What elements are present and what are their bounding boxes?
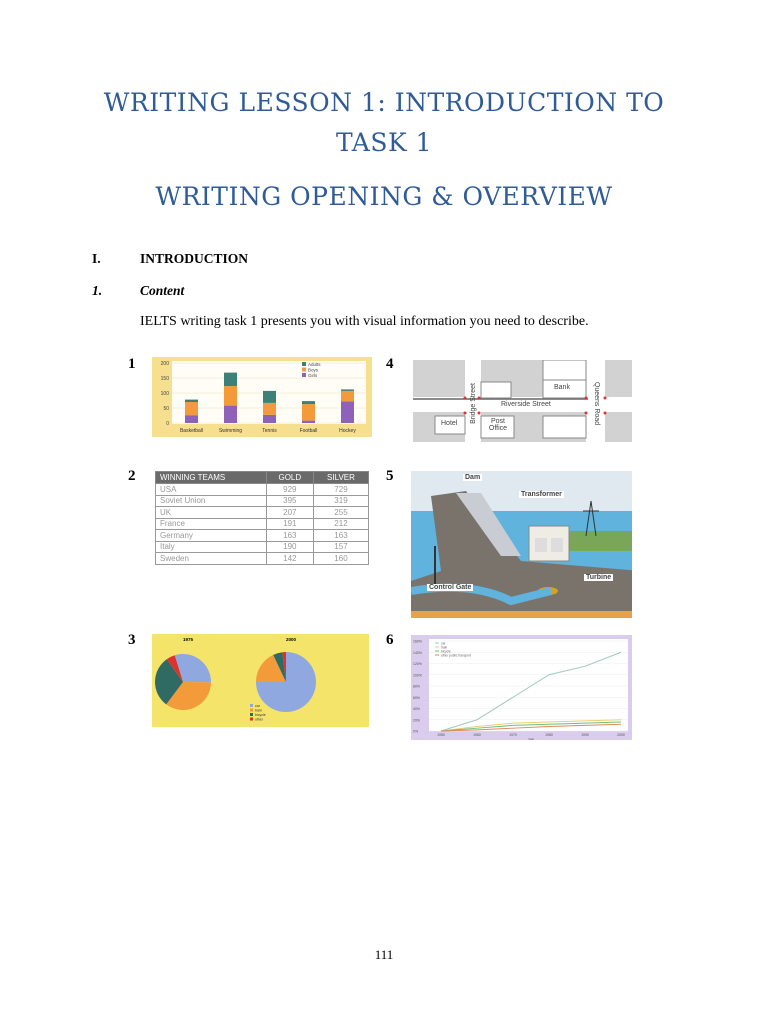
legend-label: other public transport [441,653,471,658]
diagram-label-control-gate: Control Gate [429,584,472,591]
bar-adults [185,400,198,402]
table-header: WINNING TEAMS [156,472,267,484]
table-cell: 729 [313,484,368,496]
page-number: 111 [374,947,394,962]
legend-label: train [255,708,262,713]
table-row [156,484,369,496]
legend-label: other [255,717,263,722]
bar-adults [302,401,315,404]
x-tick-label: 1990 [581,733,589,737]
table-cell: 157 [313,541,368,553]
y-tick-label: 20% [413,718,421,723]
legend-label: Boys [308,367,319,373]
intro-paragraph: IELTS writing task 1 presents you with visual information you need to describe. [140,314,589,329]
legend-swatch [250,713,253,716]
figure-number: 6 [386,632,394,648]
legend-label: train [441,645,448,650]
bar-boys [224,386,237,406]
building-label: Hotel [441,420,458,427]
table-cell: 395 [266,495,313,507]
table-cell: 319 [313,495,368,507]
subsection-title: Content [140,283,185,298]
table-cell: 142 [266,553,313,565]
street-label: Bridge Street [469,383,477,424]
pie-title: 2000 [285,637,297,642]
table-cell: Italy [156,541,267,553]
y-tick-label: 40% [413,707,421,711]
table-cell: 191 [266,518,313,530]
y-tick-label: 80% [413,684,421,689]
figure-number: 1 [128,356,136,372]
table-cell: 160 [313,553,368,565]
y-tick-label: 0 [166,421,169,427]
street-label: Queens Road [593,381,601,426]
figure-number: 5 [386,468,394,484]
y-tick-label: 150 [160,376,169,382]
table-cell: 190 [266,541,313,553]
table-row [156,541,369,553]
bar-girls [185,416,198,424]
lesson-title-line2: TASK 1 [335,128,433,157]
lesson-subtitle: WRITING OPENING & OVERVIEW [155,182,613,211]
bar-girls [302,421,315,423]
table-cell: 207 [266,507,313,519]
diagram-label-turbine: Turbine [586,574,612,581]
x-tick-label: 1980 [545,733,553,737]
x-tick-label: 1960 [473,733,481,737]
hydroelectric-dam-diagram [411,471,632,618]
y-tick-label: 160% [413,639,422,644]
legend-label: bicycle [255,713,266,717]
table-cell: 929 [266,484,313,496]
bar-boys [263,403,276,415]
figure-number: 3 [128,632,136,648]
table-row [156,518,369,530]
diagram-label-dam: Dam [465,474,481,481]
section-number: I. [92,251,101,266]
x-tick-label: 1970 [509,733,517,737]
x-tick-label: 2000 [617,733,625,737]
table-header: SILVER [313,472,368,484]
bar-adults [224,373,237,387]
table-row [156,507,369,519]
figure-number: 4 [386,356,394,372]
legend-swatch [250,709,253,712]
x-tick-label: Swimming [218,428,243,434]
figure-number: 2 [128,468,136,484]
x-tick-label: Football [299,428,318,434]
legend-swatch [250,718,253,721]
table-cell: Sweden [156,553,267,565]
bar-boys [185,402,198,416]
bar-boys [302,404,315,421]
bar-girls [341,401,354,423]
legend-swatch [302,368,306,372]
x-tick-label: Basketball [179,428,204,434]
lesson-title-line1: WRITING LESSON 1: INTRODUCTION TO [103,88,665,117]
bar-adults [263,391,276,403]
table-cell: France [156,518,267,530]
legend-swatch [302,373,306,377]
legend-label: car [441,641,446,646]
bar-boys [341,391,354,402]
y-tick-label: 100 [160,391,169,397]
y-tick-label: 200 [160,361,169,367]
y-tick-label: 50 [163,406,169,412]
building-label: Bank [554,384,570,391]
table-cell: USA [156,484,267,496]
table-row [156,530,369,542]
winning-teams-table [155,471,369,565]
stacked-bar-chart [152,357,372,437]
x-tick-label: Tennis [262,428,277,434]
table-row [156,495,369,507]
legend-label: car [255,704,260,708]
bar-adults [341,389,354,391]
table-cell: 255 [313,507,368,519]
table-cell: 163 [266,530,313,542]
section-title: INTRODUCTION [140,251,249,266]
table-cell: 212 [313,518,368,530]
table-cell: Germany [156,530,267,542]
table-cell: UK [156,507,267,519]
table-header: GOLD [266,472,313,484]
table-cell: Soviet Union [156,495,267,507]
bar-girls [263,415,276,423]
street-label: Riverside Street [501,401,551,408]
y-tick-label: 60% [413,695,421,700]
diagram-label-transformer: Transformer [521,491,562,498]
legend-swatch [250,704,253,707]
y-tick-label: 0% [413,729,419,734]
legend-label: Adults [308,362,321,367]
y-tick-label: 140% [413,650,422,655]
bar-girls [224,406,237,423]
x-axis-label: Year [527,737,535,740]
building-label: Post Office [488,418,508,432]
legend-label: Girls [308,373,318,378]
line-chart [411,635,632,740]
x-tick-label: Hockey [339,428,356,434]
legend-swatch [302,362,306,366]
legend-label: bicycle [441,649,451,654]
pie-charts [152,634,369,727]
table-cell: 163 [313,530,368,542]
pie-title: 1975 [182,637,194,642]
x-tick-label: 1950 [437,733,445,737]
subsection-number: 1. [92,283,103,298]
y-tick-label: 100% [413,673,422,678]
table-row [156,553,369,565]
street-map [413,360,632,442]
y-tick-label: 120% [413,662,422,666]
